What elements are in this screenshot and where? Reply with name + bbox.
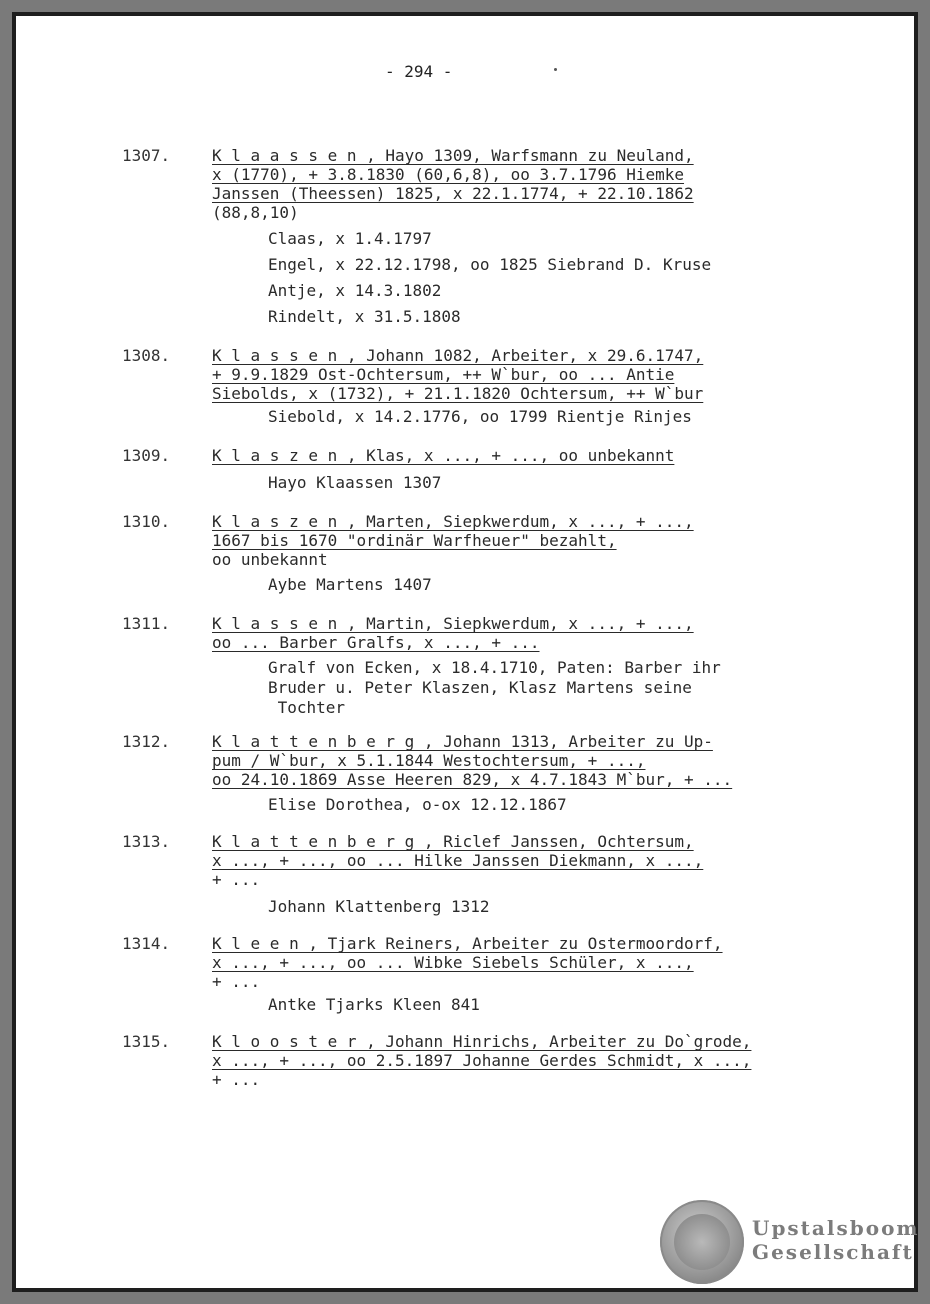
children-list (268, 404, 692, 430)
entry-line: + ... (212, 870, 261, 889)
entry-number: 1308. (122, 346, 171, 365)
entry-line (212, 832, 812, 851)
entry-line (212, 751, 812, 770)
child-line: Gralf von Ecken, x 18.4.1710, Paten: Barber ihr (268, 658, 721, 677)
child-line: Antje, x 14.3.1802 (268, 281, 442, 300)
entry-line-underlined: x ..., + ..., oo 2.5.1897 Johanne Gerdes Schmidt, x ..., (212, 1051, 752, 1070)
entry-text (212, 512, 812, 569)
child-line: Antke Tjarks Kleen 841 (268, 995, 480, 1014)
entry-line-underlined: oo 24.10.1869 Asse Heeren 829, x 4.7.1843 M`bur, + ... (212, 770, 733, 789)
entry-line: + ... (212, 1070, 261, 1089)
entry-line (212, 614, 812, 633)
entry-line-underlined: Janssen (Theessen) 1825, x 22.1.1774, + 22.10.1862 (212, 184, 694, 203)
entry-line-underlined: K l a s s e n , Martin, Siepkwerdum, x ..., + ..., (212, 614, 694, 633)
child-line: Bruder u. Peter Klaszen, Klasz Martens seine (268, 678, 692, 697)
seal-icon (660, 1200, 744, 1284)
entry-text (212, 446, 812, 465)
entry-line (212, 531, 812, 550)
entry-line-underlined: K l a s s e n , Johann 1082, Arbeiter, x 29.6.1747, (212, 346, 704, 365)
child-line: Elise Dorothea, o-ox 12.12.1867 (268, 795, 567, 814)
entry-line (212, 1032, 812, 1051)
entry-line-underlined: K l o o s t e r , Johann Hinrichs, Arbeiter zu Do`grode, (212, 1032, 752, 1051)
entry-line-underlined: K l a t t e n b e r g , Riclef Janssen, Ochtersum, (212, 832, 694, 851)
entry-line-underlined: K l a a s s e n , Hayo 1309, Warfsmann zu Neuland, (212, 146, 694, 165)
entry-number: 1311. (122, 614, 171, 633)
entry-line (212, 146, 812, 165)
child-line: Aybe Martens 1407 (268, 575, 432, 594)
entry-line (212, 770, 812, 789)
entry-text (212, 1032, 812, 1089)
child-line: Hayo Klaassen 1307 (268, 473, 442, 492)
child-line: Siebold, x 14.2.1776, oo 1799 Rientje Rinjes (268, 407, 692, 426)
entry-text (212, 346, 812, 403)
entry-line: + ... (212, 972, 261, 991)
children-list (268, 470, 441, 496)
entry-line (212, 1051, 812, 1070)
entry-line (212, 346, 812, 365)
page-number: - 294 - (385, 62, 453, 81)
entry-line (212, 732, 812, 751)
speck (554, 68, 557, 71)
entry-line-underlined: Siebolds, x (1732), + 21.1.1820 Ochtersum, ++ W`bur (212, 384, 704, 403)
entry-line-underlined: x ..., + ..., oo ... Hilke Janssen Diekmann, x ..., (212, 851, 704, 870)
entry-number: 1314. (122, 934, 171, 953)
entry-line (212, 384, 812, 403)
entry-line (212, 446, 812, 465)
entry-text (212, 832, 812, 889)
entry-number: 1310. (122, 512, 171, 531)
entry-line-underlined: pum / W`bur, x 5.1.1844 Westochtersum, + ..., (212, 751, 646, 770)
entry-line (212, 184, 812, 203)
entry-line: oo unbekannt (212, 550, 328, 569)
entry-text (212, 614, 812, 652)
entry-number: 1313. (122, 832, 171, 851)
children-list (268, 992, 480, 1018)
entry-line (212, 512, 812, 531)
children-list (268, 658, 721, 718)
child-line: Tochter (268, 698, 346, 717)
entry-line-underlined: K l a s z e n , Marten, Siepkwerdum, x ..., + ..., (212, 512, 694, 531)
children-list (268, 894, 490, 920)
entry-line: (88,8,10) (212, 203, 299, 222)
entry-line (212, 165, 812, 184)
children-list (268, 792, 567, 818)
children-list (268, 226, 711, 330)
entry-line-underlined: K l a s z e n , Klas, x ..., + ..., oo unbekannt (212, 446, 675, 465)
child-line: Claas, x 1.4.1797 (268, 229, 432, 248)
entry-number: 1312. (122, 732, 171, 751)
entry-line-underlined: + 9.9.1829 Ost-Ochtersum, ++ W`bur, oo ... Antie (212, 365, 675, 384)
seal-center (674, 1214, 730, 1270)
entry-number: 1315. (122, 1032, 171, 1051)
entry-number: 1307. (122, 146, 171, 165)
entry-line (212, 633, 812, 652)
entry-number: 1309. (122, 446, 171, 465)
child-line: Rindelt, x 31.5.1808 (268, 307, 461, 326)
entry-text (212, 732, 812, 789)
entry-text (212, 934, 812, 991)
child-line: Engel, x 22.12.1798, oo 1825 Siebrand D. Kruse (268, 255, 712, 274)
brand-line-2: Gesellschaft (752, 1240, 914, 1264)
entry-line (212, 934, 812, 953)
entry-line-underlined: x ..., + ..., oo ... Wibke Siebels Schüler, x ..., (212, 953, 694, 972)
child-line: Johann Klattenberg 1312 (268, 897, 490, 916)
entry-line-underlined: oo ... Barber Gralfs, x ..., + ... (212, 633, 540, 652)
entry-line (212, 365, 812, 384)
entry-line-underlined: 1667 bis 1670 "ordinär Warfheuer" bezahlt, (212, 531, 617, 550)
entry-line-underlined: K l a t t e n b e r g , Johann 1313, Arbeiter zu Up- (212, 732, 713, 751)
entry-text (212, 146, 812, 222)
brand-text (752, 1216, 920, 1264)
children-list (268, 572, 432, 598)
brand-line-1: Upstalsboom (752, 1216, 920, 1240)
entry-line-underlined: K l e e n , Tjark Reiners, Arbeiter zu Ostermoordorf, (212, 934, 723, 953)
entry-line (212, 953, 812, 972)
entry-line (212, 851, 812, 870)
entry-line-underlined: x (1770), + 3.8.1830 (60,6,8), oo 3.7.1796 Hiemke (212, 165, 685, 184)
